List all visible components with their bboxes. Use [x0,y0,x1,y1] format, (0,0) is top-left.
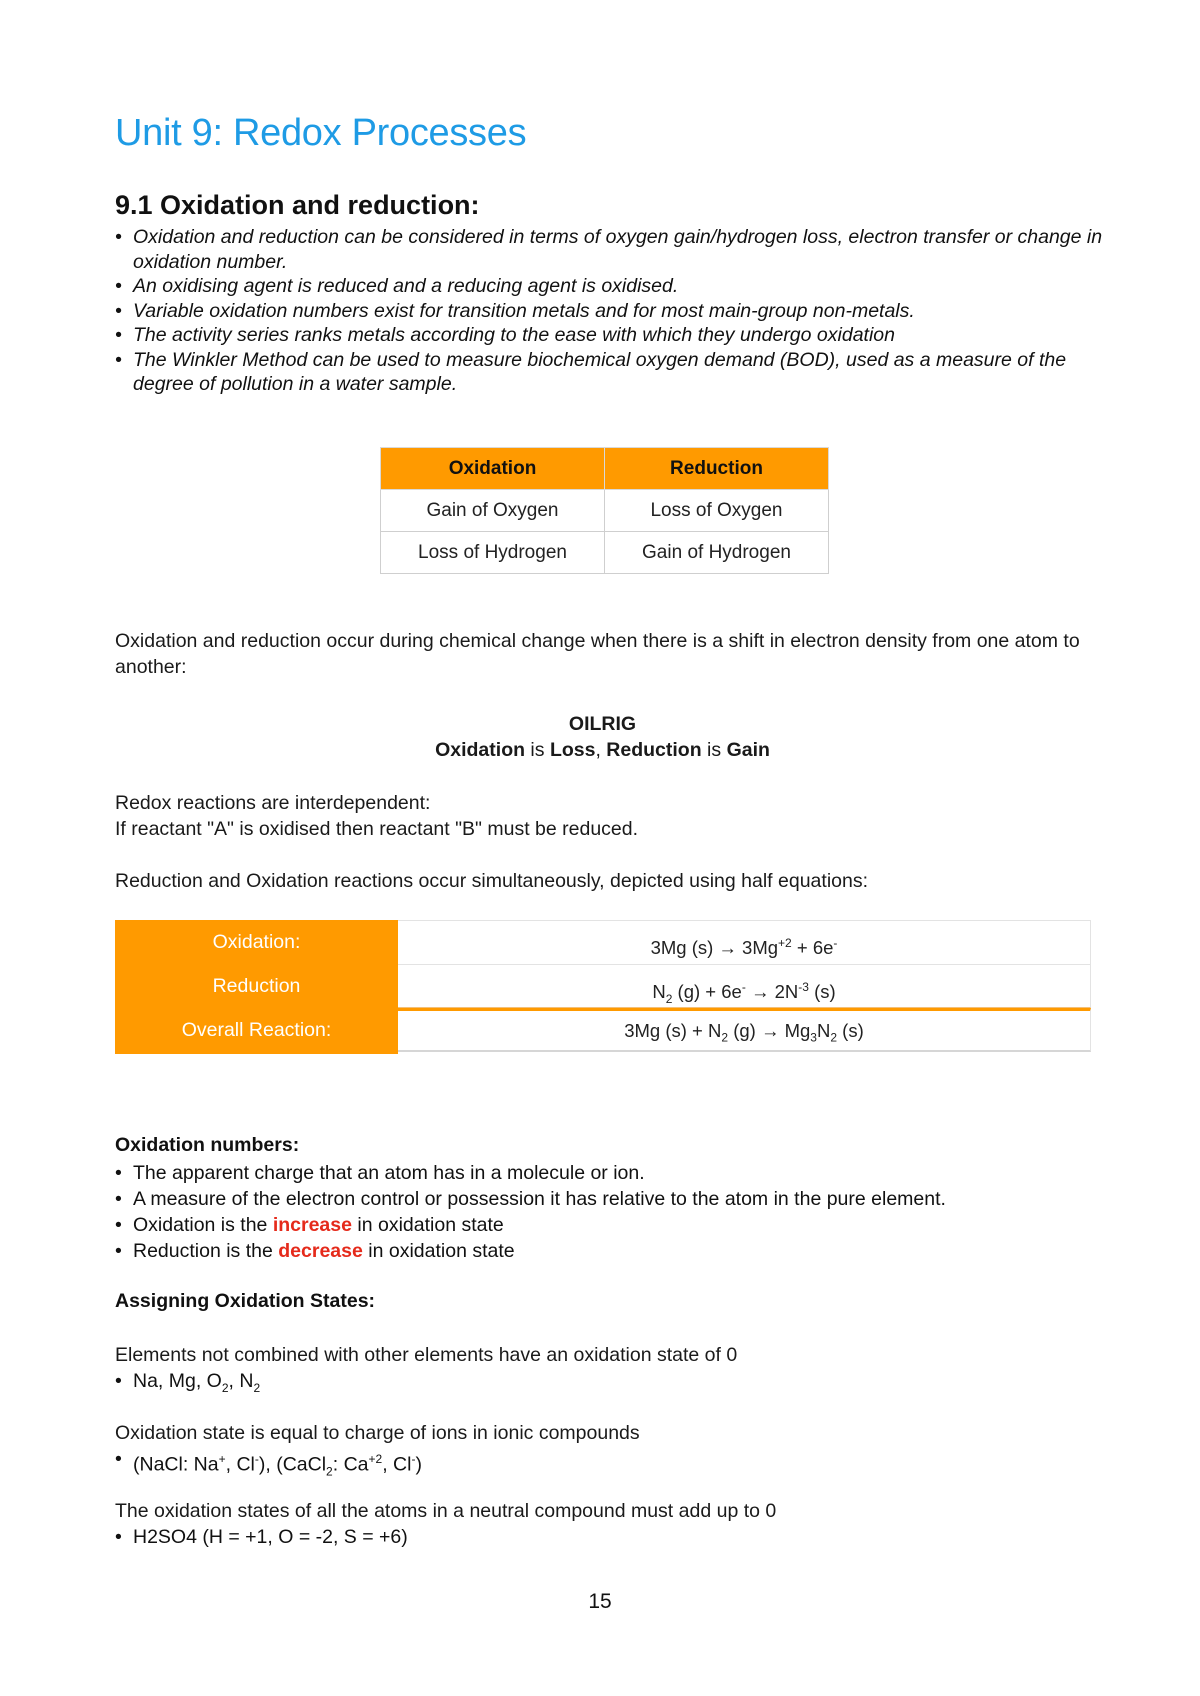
oilrig-word: Loss [549,739,596,761]
highlight-decrease: decrease [278,1240,363,1262]
list-item: • Variable oxidation numbers exist for transition metals and for most main-group non-metals. [115,299,1105,324]
oilrig-word: Reduction [606,739,702,761]
text-part: Na, Mg, O [133,1370,222,1392]
oxidation-reduction-table [380,447,829,574]
interdependent-line-1: Redox reactions are interdependent: [115,792,431,814]
table-cell: Gain of Hydrogen [605,532,829,574]
eq-superscript: - [741,980,746,994]
eq-superscript: -3 [798,980,809,994]
eq-part: N [816,1020,831,1041]
superscript: + [218,1452,226,1466]
list-item [115,1212,1105,1238]
section-title: 9.1 Oxidation and reduction: [115,190,480,220]
half-equations-table [115,920,1091,1054]
eq-part: (s) [808,981,836,1003]
list-item: • The apparent charge that an atom has in a molecule or ion. [115,1160,1105,1186]
electron-shift-paragraph: Oxidation and reduction occur during chemical change when there is a shift in electron density from one atom to another: [115,630,1080,678]
oilrig-word: Oxidation [435,739,526,761]
eq-superscript: +2 [778,936,792,950]
oilrig-title: OILRIG [568,713,637,735]
rule-neutral-example [115,1524,1105,1550]
list-item [115,1238,1105,1264]
oilrig-word: , [595,739,607,761]
half-equation-row-overall [115,1008,1091,1052]
eq-subscript: 2 [721,1030,729,1045]
text-part: in oxidation state [362,1240,515,1262]
subscript: 2 [221,1380,229,1395]
interdependent-line-2: If reactant "A" is oxidised then reactant "B" must be reduced. [115,818,639,840]
rule-ions-example [115,1446,1105,1484]
table-row [381,490,829,532]
page-number: 15 [588,1590,612,1613]
text-part: (NaCl: Na [133,1453,219,1476]
key-points-list [115,225,1105,397]
eq-superscript: - [833,936,838,950]
table-row [381,532,829,574]
row-label: Reduction [212,975,301,997]
row-label: Oxidation: [212,931,301,953]
equation-overall [398,1008,1091,1052]
oilrig-word: is [701,739,727,761]
half-equation-row-reduction [115,964,1091,1008]
eq-subscript: 2 [665,991,673,1006]
assigning-heading: Assigning Oxidation States: [115,1290,376,1312]
text-part: ), (CaCl [258,1453,327,1476]
list-item [115,1368,1105,1401]
list-item: • The activity series ranks metals according to the ease with which they undergo oxidation [115,323,1105,348]
half-equations-intro: Reduction and Oxidation reactions occur simultaneously, depicted using half equations: [115,870,869,892]
list-item: • An oxidising agent is reduced and a reducing agent is oxidised. [115,274,1105,299]
table-header-reduction: Reduction [605,448,829,490]
eq-part: (s) [837,1020,864,1041]
rule-elements-example [115,1368,1105,1401]
subscript: 2 [253,1380,261,1395]
table-header-oxidation: Oxidation [381,448,605,490]
table-cell: Loss of Oxygen [605,490,829,532]
text-part: , N [228,1370,254,1392]
eq-subscript: 2 [830,1030,838,1045]
text-part: Oxidation is the [133,1214,273,1236]
text-part: Reduction is the [133,1240,279,1262]
highlight-increase: increase [272,1214,352,1236]
oxidation-numbers-list [115,1160,1105,1264]
text-part: in oxidation state [351,1214,504,1236]
superscript: +2 [368,1452,383,1466]
oilrig-word: Gain [726,739,770,761]
oilrig-mnemonic [115,737,1090,763]
rule-elements: Elements not combined with other elements have an oxidation state of 0 [115,1344,738,1366]
row-label: Overall Reaction: [181,1019,332,1041]
unit-title: Unit 9: Redox Processes [115,112,527,154]
eq-part: → 2N [745,981,799,1003]
superscript: - [411,1452,416,1466]
eq-part: 3Mg (s) + N [624,1020,722,1041]
eq-part: (g) → Mg [728,1020,811,1041]
eq-part: 3Mg (s) → 3Mg [650,937,779,959]
oxidation-numbers-heading: Oxidation numbers: [115,1134,300,1156]
eq-subscript: 3 [810,1030,817,1045]
text-part: , Cl [382,1453,412,1476]
text-part: , Cl [225,1453,255,1476]
list-item: • Oxidation and reduction can be considered in terms of oxygen gain/hydrogen loss, electron transfer or change in oxidation number. [115,225,1105,274]
rule-neutral: The oxidation states of all the atoms in a neutral compound must add up to 0 [115,1500,777,1522]
eq-part: (g) + 6e [672,981,742,1003]
rule-ions: Oxidation state is equal to charge of ions in ionic compounds [115,1422,640,1444]
superscript: - [254,1452,259,1466]
list-item [115,1446,1105,1484]
oilrig-word: is [525,739,550,761]
list-item: • H2SO4 (H = +1, O = -2, S = +6) [115,1524,1105,1550]
table-cell: Loss of Hydrogen [381,532,605,574]
text-part: ) [415,1453,422,1476]
table-header-row [381,448,829,490]
eq-part: N [652,981,666,1003]
equation-oxidation [398,920,1091,964]
list-item: • The Winkler Method can be used to measure biochemical oxygen demand (BOD), used as a measure of the degree of pollution in a water sample. [115,348,1105,397]
eq-part: + 6e [791,937,834,959]
list-item: • A measure of the electron control or possession it has relative to the atom in the pure element. [115,1186,1105,1212]
subscript: 2 [326,1464,333,1479]
half-equation-row-oxidation [115,920,1091,964]
equation-reduction [398,964,1091,1008]
text-part: : Ca [332,1453,369,1476]
table-cell: Gain of Oxygen [381,490,605,532]
